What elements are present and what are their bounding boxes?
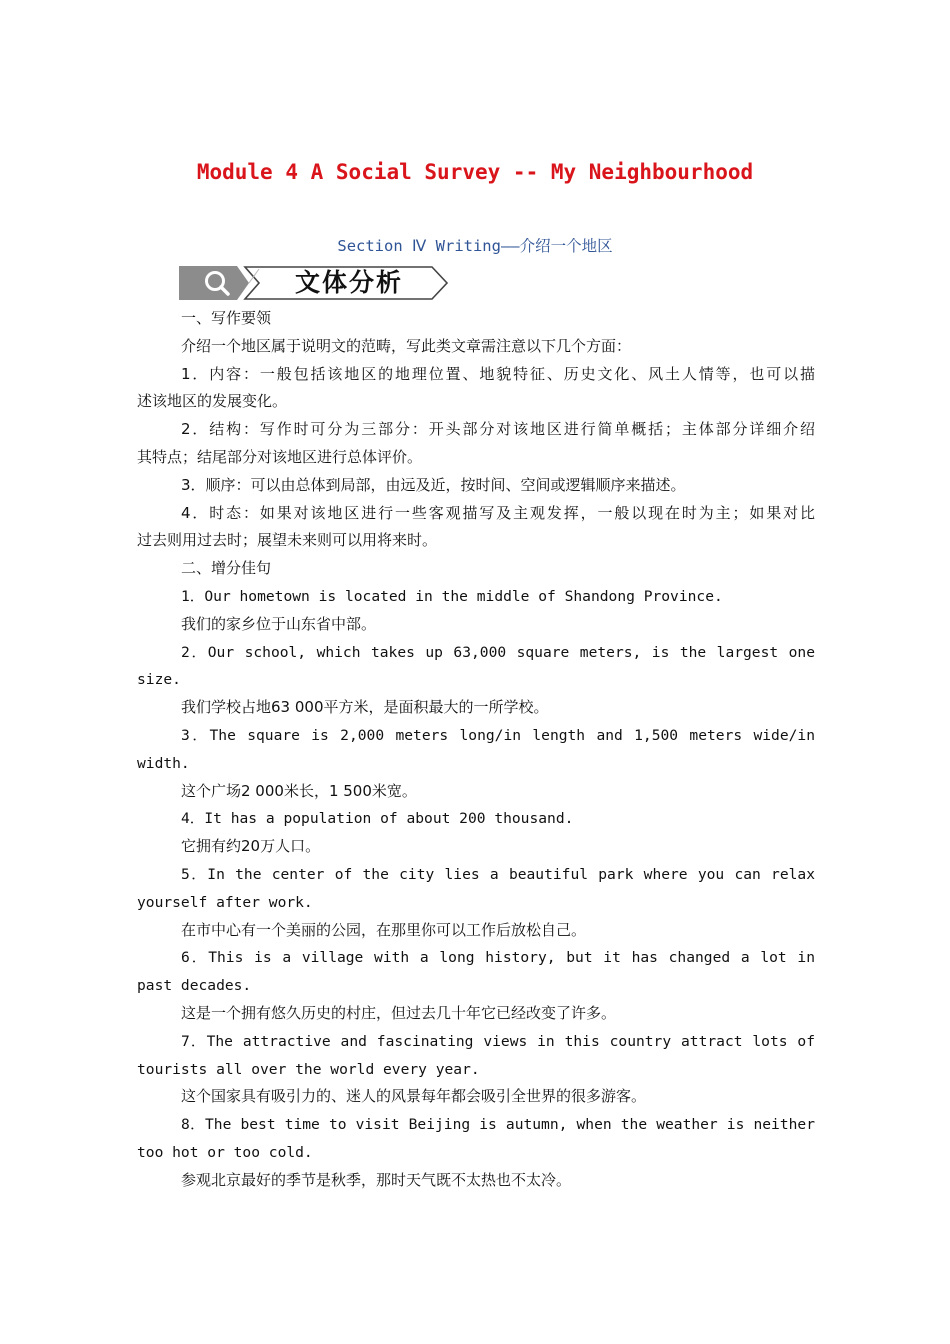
text-line: 二、增分佳句: [181, 559, 272, 578]
text-line: 2．结构：写作时可分为三部分：开头部分对该地区进行简单概括；主体部分详细介绍: [181, 420, 815, 439]
text-line: 4．It has a population of about 200 thousand.: [181, 810, 574, 828]
text-line: 3．顺序：可以由总体到局部，由远及近，按时间、空间或逻辑顺序来描述。: [181, 475, 686, 494]
text-line: 这是一个拥有悠久历史的村庄，但过去几十年它已经改变了许多。: [181, 1003, 617, 1022]
text-line: 参观北京最好的季节是秋季，那时天气既不太热也不太冷。: [181, 1170, 572, 1189]
text-line: 一、写作要领: [181, 309, 272, 327]
text-line: width.: [137, 754, 190, 772]
document-title: Module 4 A Social Survey -- My Neighbourhood: [196, 160, 754, 184]
text-line: 2．Our school, which takes up 63,000 square meters, is the largest one: [181, 643, 815, 661]
text-line: 1．内容：一般包括该地区的地理位置、地貌特征、历史文化、风土人情等，也可以描: [181, 364, 815, 383]
text-line: too hot or too cold.: [137, 1143, 313, 1161]
text-line: 我们学校占地63 000平方米，是面积最大的一所学校。: [181, 698, 549, 717]
text-line: 这个国家具有吸引力的、迷人的风景每年都会吸引全世界的很多游客。: [181, 1087, 647, 1106]
text-line: 介绍一个地区属于说明文的范畴，写此类文章需注意以下几个方面：: [181, 336, 632, 355]
text-line: 3．The square is 2,000 meters long/in length and 1,500 meters wide/in: [181, 726, 815, 744]
text-line: 4．时态：如果对该地区进行一些客观描写及主观发挥，一般以现在时为主；如果对比: [181, 503, 815, 522]
document-body: [137, 305, 815, 1195]
text-line: 6．This is a village with a long history, but it has changed a lot in: [181, 949, 815, 967]
text-line: 我们的家乡位于山东省中部。: [181, 614, 377, 633]
text-line: 述该地区的发展变化。: [137, 392, 288, 411]
text-line: 在市中心有一个美丽的公园，在那里你可以工作后放松自己。: [181, 920, 587, 939]
text-line: yourself after work.: [137, 893, 313, 911]
text-line: size.: [137, 671, 181, 689]
text-line: 过去则用过去时；展望未来则可以用将来时。: [137, 531, 438, 550]
text-line: 其特点；结尾部分对该地区进行总体评价。: [137, 447, 423, 466]
text-line: 它拥有约20万人口。: [181, 837, 321, 856]
text-line: 7．The attractive and fascinating views in this country attract lots of: [181, 1032, 815, 1050]
text-line: 8．The best time to visit Beijing is autumn, when the weather is neither: [181, 1116, 815, 1134]
text-line: 1．Our hometown is located in the middle of Shandong Province.: [181, 587, 723, 605]
text-line: 这个广场2 000米长，1 500米宽。: [181, 781, 417, 800]
banner-label: 文体分析: [294, 268, 403, 297]
section-subtitle: Section Ⅳ Writing——介绍一个地区: [337, 237, 613, 255]
text-line: past decades.: [137, 977, 252, 995]
text-line: 5．In the center of the city lies a beautiful park where you can relax: [181, 865, 815, 883]
text-line: tourists all over the world every year.: [137, 1060, 480, 1078]
